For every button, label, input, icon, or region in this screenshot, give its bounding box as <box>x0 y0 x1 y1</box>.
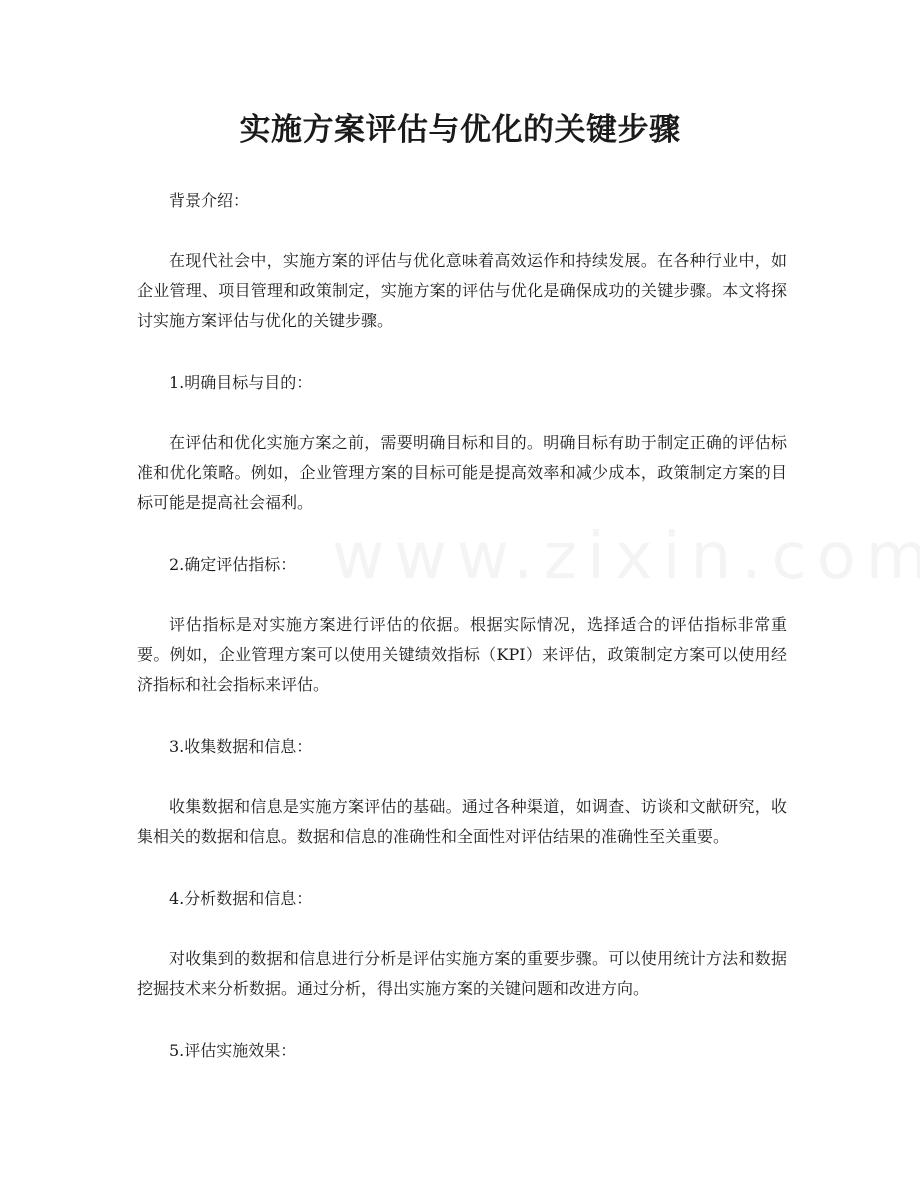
section-heading-1: 1.明确目标与目的： <box>169 373 313 392</box>
document-body <box>137 186 787 1096</box>
section-heading-4: 4.分析数据和信息： <box>169 889 313 908</box>
document-title: 实施方案评估与优化的关键步骤 <box>239 112 681 148</box>
section-heading-background: 背景介绍： <box>169 191 250 210</box>
section-heading-5: 5.评估实施效果： <box>169 1041 297 1060</box>
section-heading-3: 3.收集数据和信息： <box>169 737 313 756</box>
section-heading-2: 2.确定评估指标： <box>169 555 297 574</box>
paragraph-2: 评估指标是对实施方案进行评估的依据。根据实际情况，选择适合的评估指标非常重要。例如，企业管理方案可以使用关键绩效指标（KPI）来评估，政策制定方案可以使用经济指标和社会指标来评估。 <box>137 615 787 694</box>
paragraph-3: 收集数据和信息是实施方案评估的基础。通过各种渠道，如调查、访谈和文献研究，收集相关的数据和信息。数据和信息的准确性和全面性对评估结果的准确性至关重要。 <box>137 797 787 846</box>
paragraph-4: 对收集到的数据和信息进行分析是评估实施方案的重要步骤。可以使用统计方法和数据挖掘技术来分析数据。通过分析，得出实施方案的关键问题和改进方向。 <box>137 949 787 998</box>
paragraph-1: 在评估和优化实施方案之前，需要明确目标和目的。明确目标有助于制定正确的评估标准和优化策略。例如，企业管理方案的目标可能是提高效率和减少成本，政策制定方案的目标可能是提高社会福利。 <box>137 433 787 512</box>
paragraph-background: 在现代社会中，实施方案的评估与优化意味着高效运作和持续发展。在各种行业中，如企业管理、项目管理和政策制定，实施方案的评估与优化是确保成功的关键步骤。本文将探讨实施方案评估与优化的关键步骤。 <box>137 251 787 330</box>
